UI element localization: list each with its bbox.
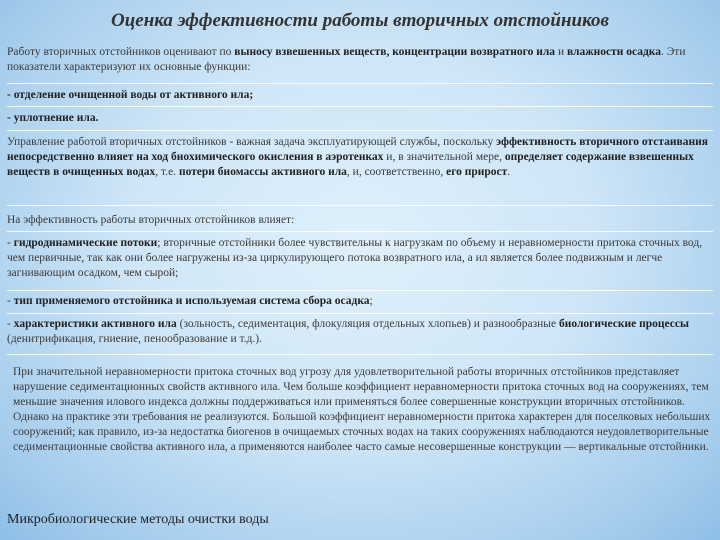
mgmt-bold-3: потери биомассы активного ила bbox=[178, 166, 347, 178]
divider bbox=[7, 106, 713, 107]
chars-text-1: (зольность, седиментация, флокуляция отдельных хлопьев) и разнообразные bbox=[176, 318, 559, 330]
hydrodynamics-item bbox=[7, 236, 713, 281]
mgmt-text-4: , и, соответственно, bbox=[346, 166, 447, 178]
divider bbox=[7, 83, 713, 84]
function-item-2-text: - уплотнение ила. bbox=[7, 112, 99, 124]
mgmt-text-3: , т.е. bbox=[155, 166, 179, 178]
divider bbox=[7, 354, 713, 355]
intro-text-3: . Эти показатели характеризуют их основные функции: bbox=[7, 46, 686, 73]
intro-text-2: и bbox=[555, 46, 567, 58]
mgmt-text-5: . bbox=[507, 166, 511, 178]
mgmt-bold-2: определяет содержание взвешенных веществ в очищенных водах bbox=[7, 151, 694, 178]
mgmt-text-2: и, в значительной мере, bbox=[383, 151, 505, 163]
hydro-bold: гидродинамические потоки bbox=[13, 237, 158, 249]
divider bbox=[7, 205, 713, 206]
type-dash: - bbox=[7, 295, 14, 307]
type-text: ; bbox=[369, 295, 373, 307]
footer-caption: Микробиологические методы очистки воды bbox=[7, 512, 269, 527]
chars-text-2: (денитрификация, гниение, пенообразование и т.д.). bbox=[7, 333, 262, 345]
hydro-dash: - bbox=[7, 237, 14, 249]
management-paragraph bbox=[7, 135, 713, 180]
mgmt-bold-4: его прирост bbox=[446, 166, 508, 178]
chars-bold-1: характеристики активного ила bbox=[13, 318, 177, 330]
divider bbox=[7, 313, 713, 314]
type-bold: тип применяемого отстойника и используемая система сбора осадка bbox=[13, 295, 370, 307]
function-item-2 bbox=[7, 111, 713, 126]
intro-text-1: Работу вторичных отстойников оценивают по bbox=[7, 46, 235, 58]
hydro-text: ; вторичные отстойники более чувствительны к нагрузкам по объему и неравномерности притока сточных вод, чем первичные, так как они более нагружены из-за циркулирующего потока возвратного ила, а ил является более подвижным и легче загнивающим осадком, чем сырой; bbox=[7, 237, 703, 279]
mgmt-bold-1: эффективность вторичного отстаивания непосредственно влияет на ход биохимического окисления в аэротенках bbox=[7, 136, 708, 163]
settler-type-item bbox=[7, 294, 713, 309]
divider bbox=[7, 130, 713, 131]
sludge-characteristics-item bbox=[7, 317, 713, 347]
conclusion-paragraph: При значительной неравномерности притока сточных вод угрозу для удовлетворительной работы вторичных отстойников представляет нарушение седиментационных свойств активного ила. Чем больше коэффициент неравномерности притока сточных вод на сооружениях, тем меньшие значения илового индекса должны поддерживаться или применяться более совершенные конструкции вторичных отстойников. Однако на практике эти требования не реализуются. Большой коэффициент неравномерности притока характерен для поселковых небольших сооружений; как правило, из-за недостатка биогенов в очищаемых сточных водах на таких сооружениях наблюдаются неудовлетворительные седиментационные свойства активного ила, а применяются наиболее часто самые несовершенные конструкции — вертикальные отстойники. bbox=[13, 366, 711, 453]
mgmt-text-1: Управление работой вторичных отстойников - важная задача эксплуатирующей службы, поскольку bbox=[7, 136, 497, 148]
chars-dash: - bbox=[7, 318, 14, 330]
divider bbox=[7, 231, 713, 232]
function-item-1-text: - отделение очищенной воды от активного ила; bbox=[7, 89, 254, 101]
intro-bold-1: выносу взвешенных веществ, концентрации возвратного ила bbox=[234, 46, 556, 58]
page-title: Оценка эффективности работы вторичных отстойников bbox=[110, 10, 610, 31]
chars-bold-2: биологические процессы bbox=[559, 318, 689, 330]
divider bbox=[7, 290, 713, 291]
function-item-1 bbox=[7, 88, 713, 103]
influence-heading: На эффективность работы вторичных отстойников влияет: bbox=[7, 214, 295, 226]
intro-paragraph bbox=[7, 45, 713, 75]
intro-bold-2: влажности осадка bbox=[566, 46, 661, 58]
